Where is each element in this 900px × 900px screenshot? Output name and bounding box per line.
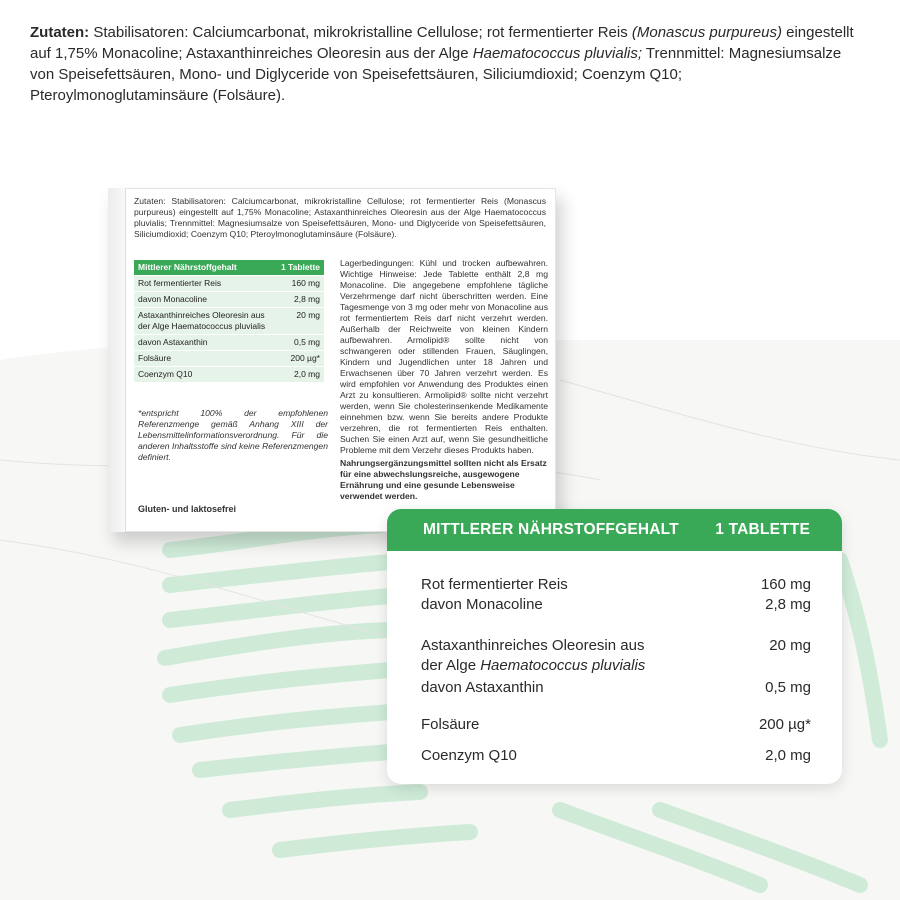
nutrient-name: davon Monacoline	[421, 596, 543, 613]
nutrient-name: Coenzym Q10	[421, 747, 517, 764]
box-nutrient-table	[134, 260, 324, 382]
nutrient-value: 20 mg	[769, 637, 811, 654]
box-row-name: Rot fermentierter Reis	[138, 278, 222, 288]
box-storage-warnings: Lagerbedingungen: Kühl und trocken aufbewahren. Wichtige Hinweise: Jede Tablette enthält 2,8 mg Monacoline. Die angegebene empfohlene tägliche Verzehrmenge darf nicht überschritten werden. Eine Tagesmenge von 3 mg oder mehr von Monacoline aus rot fermentiertem Reis darf nicht verzehrt werden. Außerhalb der Reichweite von kleinen Kindern aufbewahren. Armolipid® sollte nicht von schwangeren oder stillenden Frauen, Säuglingen, Kindern und Jugendlichen unter 18 Jahren und Erwachsenen über 70 Jahren verzehrt werden. Es wird empfohlen vor Anwendung des Produktes einen Arzt zu konsultieren. Armolipid® sollte nicht verzehrt werden, wenn Sie cholesterinsenkende Medikamente einnehmen bzw. wenn Sie bereits andere Produkte verzehren, die rot fermentierten Reis enthalten. Suchen Sie einen Arzt auf, wenn Sie gesundheitliche Probleme mit dem Verzehr dieses Produkts haben.	[340, 258, 548, 455]
nutrient-row	[421, 678, 811, 698]
box-table-row	[134, 334, 324, 350]
box-footnote: *entspricht 100% der empfohlenen Referenzmenge gemäß Anhang XIII der Lebensmittelinformationsverordnung. Für die anderen Inhaltsstoffe sind keine Referenzmengen definiert.	[138, 408, 328, 462]
box-row-value: 0,5 mg	[294, 337, 320, 347]
nutrient-row	[421, 575, 811, 595]
nutrient-name-continued	[421, 656, 645, 676]
box-row-value: 160 mg	[291, 278, 320, 288]
ingredients-label: Zutaten:	[30, 24, 90, 41]
box-row-name: Astaxanthinreiches Oleoresin aus der Alge Haematococcus pluvialis	[138, 310, 266, 331]
box-table-header-value: 1 Tablette	[280, 262, 320, 272]
nutrient-value: 160 mg	[760, 576, 811, 593]
nutrient-card-header	[387, 509, 842, 551]
nutrient-name-plain: der Alge	[421, 657, 481, 674]
product-box-spine	[108, 188, 126, 532]
box-gluten-free-label: Gluten- und laktosefrei	[138, 504, 237, 514]
nutrient-value: 0,5 mg	[765, 679, 811, 696]
nutrient-name: Folsäure	[421, 716, 480, 733]
nutrient-row	[421, 715, 811, 735]
ingredients-part-2: eingestellt auf 1,75% Monacoline; Astaxanthinreiches Oleoresin aus der Alge	[30, 24, 854, 62]
nutrient-row	[421, 746, 811, 766]
nutrient-value: 2,8 mg	[765, 596, 811, 613]
nutrient-value: 200 µg*	[758, 716, 811, 733]
box-ingredients-text: Zutaten: Stabilisatoren: Calciumcarbonat, mikrokristalline Cellulose; rot fermentierter Reis (Monascus purpureus) eingestellt auf 1,75% Monacoline; Astaxanthinreiches Oleoresin aus der Alge Haematococcus pluvialis; Trennmittel: Magnesiumsalze von Speisefettsäuren, Mono- und Diglyceride von Speisefettsäuren, Siliciumdioxid; Coenzym Q10; Pteroylmonoglutaminsäure (Folsäure).	[134, 196, 546, 239]
box-table-row	[134, 275, 324, 291]
box-table-row	[134, 350, 324, 366]
nutrient-name: Rot fermentierter Reis	[421, 576, 568, 593]
box-table-header-name: Mittlerer Nährstoffgehalt	[138, 262, 237, 272]
box-row-value: 2,8 mg	[294, 294, 320, 304]
nutrient-row	[421, 636, 811, 656]
nutrient-card	[387, 509, 842, 784]
ingredients-italic-2: Haematococcus pluvialis;	[472, 45, 643, 62]
box-table-row	[134, 366, 324, 382]
box-table-row	[134, 307, 324, 334]
ingredients-text	[30, 22, 860, 106]
nutrient-name: davon Astaxanthin	[421, 679, 544, 696]
box-row-value: 200 µg*	[290, 353, 320, 363]
card-header-title: MITTLERER NÄHRSTOFFGEHALT	[423, 521, 679, 538]
nutrient-value: 2,0 mg	[765, 747, 811, 764]
box-row-name: davon Monacoline	[138, 294, 207, 304]
box-row-name: davon Astaxanthin	[138, 337, 208, 347]
card-header-unit: 1 TABLETTE	[715, 521, 810, 538]
box-row-name: Folsäure	[138, 353, 172, 363]
box-table-header	[134, 260, 324, 275]
box-table-row	[134, 291, 324, 307]
box-row-value: 2,0 mg	[294, 369, 320, 379]
ingredients-italic-1: (Monascus purpureus)	[631, 24, 782, 41]
box-supplement-disclaimer: Nahrungsergänzungsmittel sollten nicht als Ersatz für eine abwechslungsreiche, ausgewogene Ernährung und eine gesunde Lebensweise verwendet werden.	[340, 458, 547, 501]
nutrient-row	[421, 595, 811, 615]
nutrient-row-continued	[421, 656, 811, 676]
box-row-value: 20 mg	[296, 310, 320, 320]
nutrient-name: Astaxanthinreiches Oleoresin aus	[421, 637, 645, 654]
ingredients-part-3: Trennmittel: Magnesiumsalze von Speisefettsäuren, Mono- und Diglyceride von Speisefettsäuren, Siliciumdioxid; Coenzym Q10; Pteroylmonoglutaminsäure (Folsäure).	[30, 45, 842, 104]
ingredients-part-1: Stabilisatoren: Calciumcarbonat, mikrokristalline Cellulose; rot fermentierter Reis	[89, 24, 632, 41]
nutrient-name-italic: Haematococcus pluvialis	[480, 657, 646, 674]
box-row-name: Coenzym Q10	[138, 369, 193, 379]
